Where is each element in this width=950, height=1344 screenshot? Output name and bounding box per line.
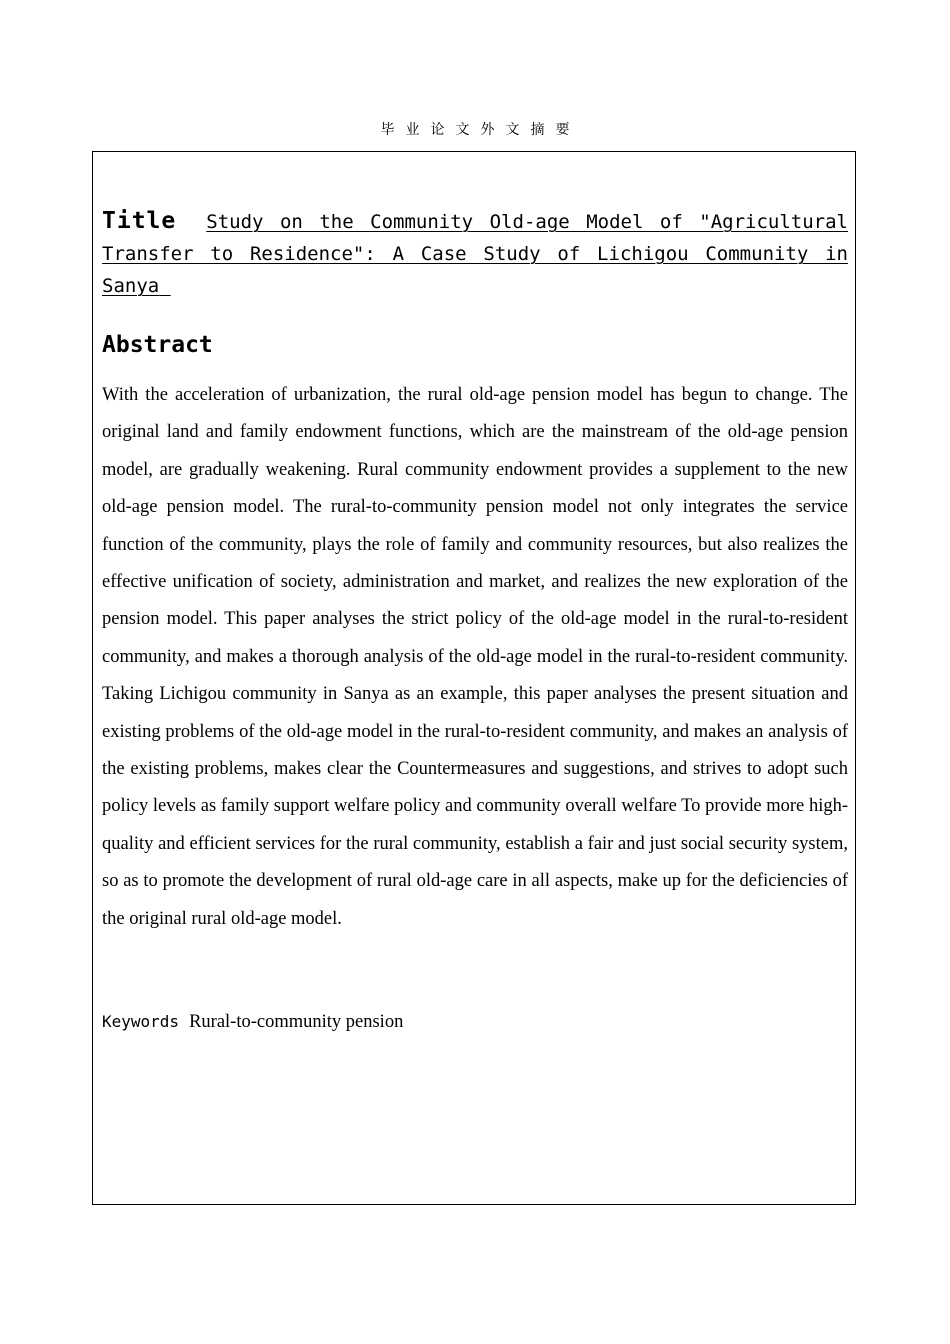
keywords-label: Keywords <box>102 1012 180 1031</box>
abstract-body: With the acceleration of urbanization, the rural old-age pension model has begun to change. The original land and family endowment functions, which are the mainstream of the old-age pension model, are gradually weakening. Rural community endowment provides a supplement to the new old-age pension model. The rural-to-community pension model not only integrates the service function of the community, plays the role of family and community resources, but also realizes the effective unification of society, administration and market, and realizes the new exploration of the pension model. This paper analyses the strict policy of the old-age model in the rural-to-resident community, and makes a thorough analysis of the old-age model in the rural-to-resident community. Taking Lichigou community in Sanya as an example, this paper analyses the present situation and existing problems of the old-age model in the rural-to-resident community, and makes an analysis of the existing problems, makes clear the Countermeasures and suggestions, and strives to adopt such policy levels as family support welfare policy and community overall welfare To provide more high-quality and efficient services for the rural community, establish a fair and just social security system, so as to promote the development of rural old-age care in all aspects, make up for the deficiencies of the original rural old-age model. <box>102 385 848 929</box>
keywords-value: Rural-to-community pension <box>189 1012 404 1032</box>
title-underline-tail <box>159 275 170 297</box>
title-block <box>102 205 848 302</box>
abstract-heading: Abstract <box>102 332 213 358</box>
page-header: 毕业论文外文摘要 <box>380 122 581 138</box>
title-text: Study on the Community Old-age Model of "Agricultural Transfer to Residence": A Case Study of Lichigou Community in Sanya <box>102 211 848 297</box>
title-label: Title <box>102 208 177 234</box>
keywords-line <box>102 1009 848 1036</box>
